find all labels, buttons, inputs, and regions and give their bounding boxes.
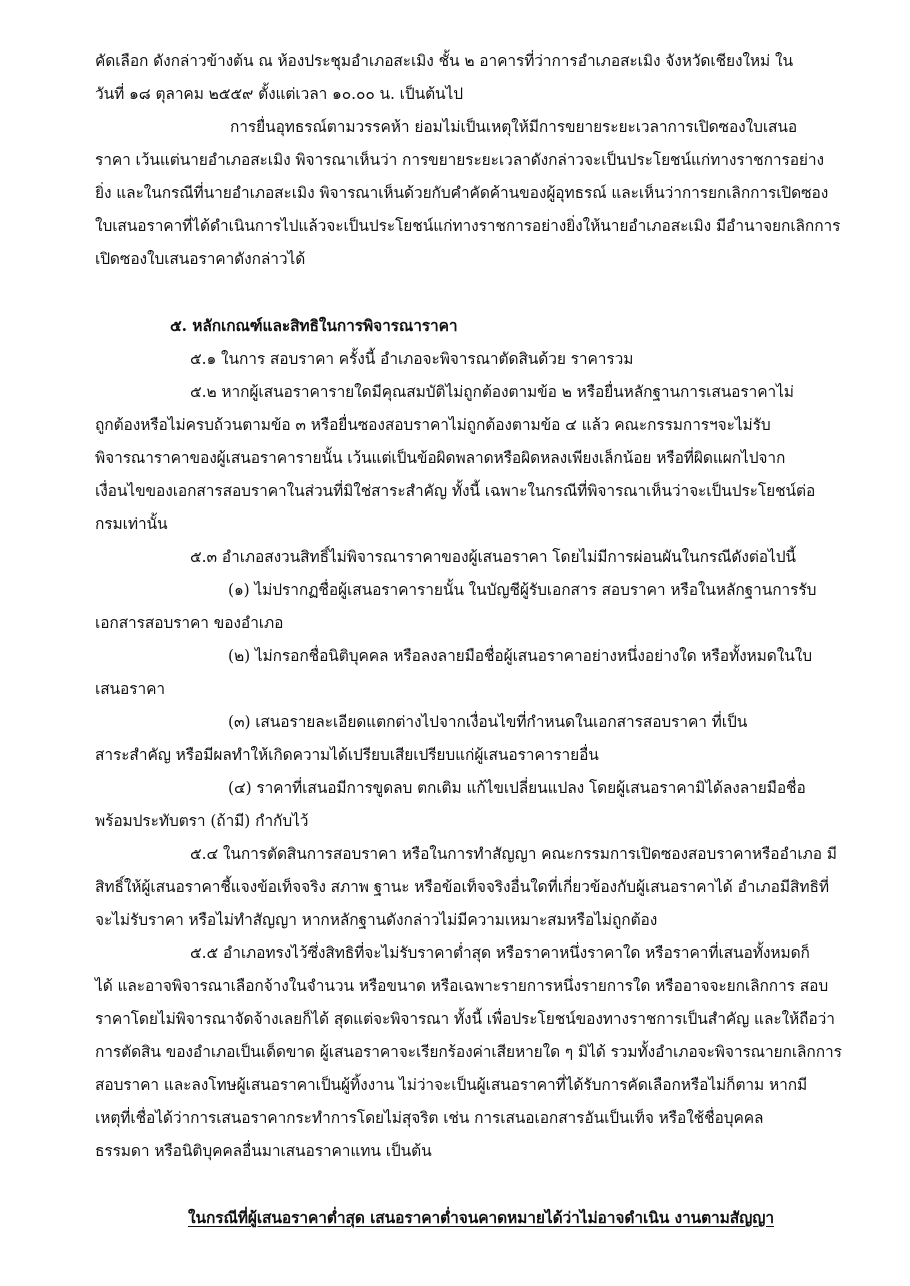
paragraph-line: จะไม่รับราคา หรือไม่ทำสัญญา หากหลักฐานดังกล่าวไม่มีความเหมาะสมหรือไม่ถูกต้อง — [95, 911, 658, 929]
underlined-heading: ในกรณีที่ผู้เสนอราคาต่ำสุด เสนอราคาต่ำจนคาดหมายได้ว่าไม่อาจดำเนิน งานตามสัญญา — [188, 1208, 774, 1227]
paragraph-line: ๕.๓ อำเภอสงวนสิทธิ์ไม่พิจารณาราคาของผู้เสนอราคา โดยไม่มีการผ่อนผันในกรณีดังต่อไปนี้ — [190, 548, 796, 566]
list-item-line: (๑) ไม่ปรากฏชื่อผู้เสนอราคารายนั้น ในบัญชีผู้รับเอกสาร สอบราคา หรือในหลักฐานการรับ — [228, 581, 817, 599]
paragraph-line: การยื่นอุทธรณ์ตามวรรคห้า ย่อมไม่เป็นเหตุให้มีการขยายระยะเวลาการเปิดซองใบเสนอ — [230, 118, 798, 136]
paragraph-line: เหตุที่เชื่อได้ว่าการเสนอราคากระทำการโดยไม่สุจริต เช่น การเสนอเอกสารอันเป็นเท็จ หรือใช้ชื่อบุคคล — [95, 1109, 764, 1127]
paragraph-line: เงื่อนไขของเอกสารสอบราคาในส่วนที่มิใช่สาระสำคัญ ทั้งนี้ เฉพาะในกรณีที่พิจารณาเห็นว่าจะเป็นประโยชน์ต่อ — [95, 482, 816, 500]
paragraph-line: ๕.๒ หากผู้เสนอราคารายใดมีคุณสมบัติไม่ถูกต้องตามข้อ ๒ หรือยื่นหลักฐานการเสนอราคาไม่ — [190, 383, 794, 401]
list-item-line: (๓) เสนอรายละเอียดแตกต่างไปจากเงื่อนไขที่กำหนดในเอกสารสอบราคา ที่เป็น — [228, 713, 748, 731]
paragraph-line: กรมเท่านั้น — [95, 515, 168, 533]
paragraph-line: ยิ่ง และในกรณีที่นายอำเภอสะเมิง พิจารณาเห็นด้วยกับคำคัดค้านของผู้อุทธรณ์ และเห็นว่าการยกเลิกการเปิดซอง — [95, 184, 829, 202]
paragraph-line: การตัดสิน ของอำเภอเป็นเด็ดขาด ผู้เสนอราคาจะเรียกร้องค่าเสียหายใด ๆ มิได้ รวมทั้งอำเภอจะพิจารณายกเลิกการ — [95, 1043, 842, 1061]
paragraph-line: เอกสารสอบราคา ของอำเภอ — [95, 614, 284, 632]
paragraph-line: ๕.๔ ในการตัดสินการสอบราคา หรือในการทำสัญญา คณะกรรมการเปิดซองสอบราคาหรืออำเภอ มี — [190, 845, 837, 863]
paragraph-line: สิทธิ์ให้ผู้เสนอราคาชี้แจงข้อเท็จจริง สภาพ ฐานะ หรือข้อเท็จจริงอื่นใดที่เกี่ยวข้องกับผู้เสนอราคาได้ อำเภอมีสิทธิที่ — [95, 878, 829, 896]
paragraph-line: สอบราคา และลงโทษผู้เสนอราคาเป็นผู้ทิ้งงาน ไม่ว่าจะเป็นผู้เสนอราคาที่ได้รับการคัดเลือกหรือไม่ก็ตาม หากมี — [95, 1076, 808, 1094]
paragraph-line: ๕.๕ อำเภอทรงไว้ซึ่งสิทธิที่จะไม่รับราคาต่ำสุด หรือราคาหนึ่งราคาใด หรือราคาที่เสนอทั้งหมดก็ — [190, 944, 810, 962]
paragraph-line: ได้ และอาจพิจารณาเลือกจ้างในจำนวน หรือขนาด หรือเฉพาะรายการหนึ่งรายการใด หรืออาจจะยกเลิกการ สอบ — [95, 977, 829, 995]
paragraph-line: พิจารณาราคาของผู้เสนอราคารายนั้น เว้นแต่เป็นข้อผิดพลาดหรือผิดหลงเพียงเล็กน้อย หรือที่ผิดแผกไปจาก — [95, 449, 786, 467]
section-heading: ๕. หลักเกณฑ์และสิทธิในการพิจารณาราคา — [170, 316, 458, 335]
list-item-line: (๒) ไม่กรอกชื่อนิติบุคคล หรือลงลายมือชื่อผู้เสนอราคาอย่างหนึ่งอย่างใด หรือทั้งหมดในใบ — [228, 647, 812, 665]
paragraph-line: เสนอราคา — [95, 680, 165, 698]
paragraph-line: ราคาโดยไม่พิจารณาจัดจ้างเลยก็ได้ สุดแต่จะพิจารณา ทั้งนี้ เพื่อประโยชน์ของทางราชการเป็นสำคัญ และให้ถือว่า — [95, 1010, 835, 1028]
paragraph-line: ใบเสนอราคาที่ได้ดำเนินการไปแล้วจะเป็นประโยชน์แก่ทางราชการอย่างยิ่งให้นายอำเภอสะเมิง มีอำนาจยกเลิกการ — [95, 217, 841, 235]
list-item-line: (๔) ราคาที่เสนอมีการขูดลบ ตกเติม แก้ไขเปลี่ยนแปลง โดยผู้เสนอราคามิได้ลงลายมือชื่อ — [228, 779, 806, 797]
paragraph-line: พร้อมประทับตรา (ถ้ามี) กำกับไว้ — [95, 812, 309, 830]
paragraph-line: สาระสำคัญ หรือมีผลทำให้เกิดความได้เปรียบเสียเปรียบแก่ผู้เสนอราคารายอื่น — [95, 746, 599, 764]
paragraph-line: เปิดซองใบเสนอราคาดังกล่าวได้ — [95, 250, 306, 268]
paragraph-line: คัดเลือก ดังกล่าวข้างต้น ณ ห้องประชุมอำเภอสะเมิง ชั้น ๒ อาคารที่ว่าการอำเภอสะเมิง จังหวัดเชียงใหม่ ใน — [95, 52, 793, 70]
paragraph-line: ธรรมดา หรือนิติบุคคลอื่นมาเสนอราคาแทน เป็นต้น — [95, 1142, 432, 1160]
paragraph-line: วันที่ ๑๘ ตุลาคม ๒๕๕๙ ตั้งแต่เวลา ๑๐.๐๐ น. เป็นต้นไป — [95, 85, 463, 103]
paragraph-line: ราคา เว้นแต่นายอำเภอสะเมิง พิจารณาเห็นว่า การขยายระยะเวลาดังกล่าวจะเป็นประโยชน์แก่ทางราชการอย่าง — [95, 151, 824, 169]
paragraph-line: ถูกต้องหรือไม่ครบถ้วนตามข้อ ๓ หรือยื่นซองสอบราคาไม่ถูกต้องตามข้อ ๔ แล้ว คณะกรรมการฯจะไม่รับ — [95, 416, 771, 434]
paragraph-line: ๕.๑ ในการ สอบราคา ครั้งนี้ อำเภอจะพิจารณาตัดสินด้วย ราคารวม — [190, 350, 634, 368]
